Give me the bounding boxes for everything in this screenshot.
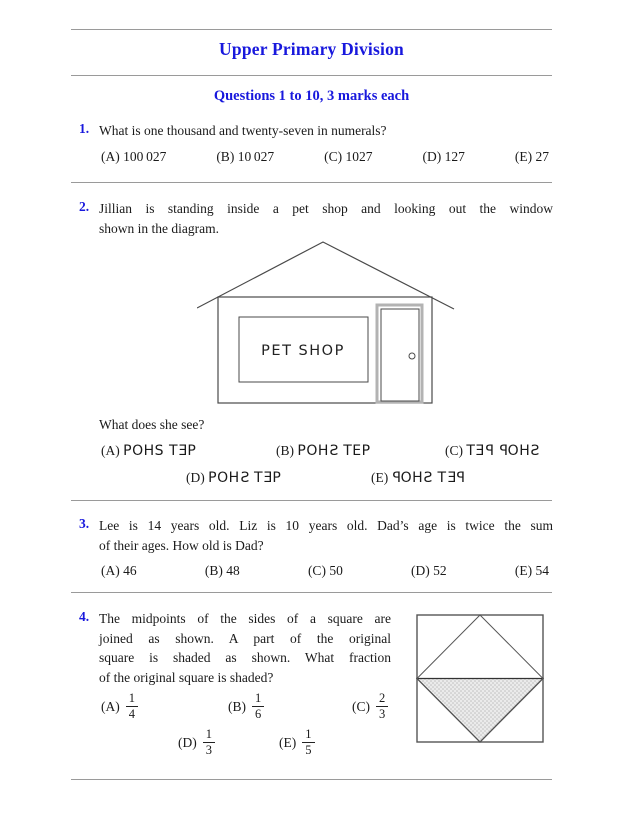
option	[422, 149, 464, 165]
page-title: Upper Primary Division	[219, 39, 404, 59]
door	[381, 309, 419, 401]
options-row	[0, 691, 628, 727]
section-heading: Questions 1 to 10, 3 marks each	[213, 88, 410, 104]
fraction-denominator: 5	[305, 743, 312, 757]
divider-rule	[71, 182, 552, 183]
option	[371, 470, 465, 486]
option	[101, 563, 137, 579]
option-label: (A)	[101, 149, 120, 164]
option-value: 100 027	[123, 149, 167, 164]
fraction-numerator: 1	[203, 727, 215, 743]
option-value: 1027	[345, 149, 373, 164]
mirrored-text: POHS TEP	[123, 443, 197, 459]
question-line: The midpoints of the sides of a square are	[99, 611, 391, 626]
question-prompt: What does she see?	[99, 417, 205, 432]
divider-rule	[71, 75, 552, 76]
option	[445, 443, 540, 459]
mirrored-text: POHS TEP	[297, 443, 371, 459]
option	[101, 149, 166, 165]
option-label: (D)	[411, 563, 430, 578]
option-label: (E)	[514, 149, 533, 164]
question-text	[99, 516, 553, 555]
option	[352, 691, 388, 722]
option	[515, 563, 549, 579]
option-label: (D)	[178, 734, 197, 750]
fraction-denominator: 3	[379, 707, 386, 721]
fraction-denominator: 6	[255, 707, 262, 721]
option-label: (B)	[276, 443, 294, 458]
fraction-denominator: 3	[205, 743, 212, 757]
option-value: 54	[535, 563, 549, 578]
option	[101, 443, 196, 459]
option	[186, 470, 281, 486]
option-value: 48	[226, 563, 240, 578]
pet-shop-diagram	[197, 239, 457, 409]
option-label: (C)	[352, 698, 370, 714]
fraction-numerator: 1	[126, 691, 138, 707]
options-row	[0, 443, 628, 463]
question-number: 2.	[79, 199, 90, 214]
question-line: joined as shown. A part of the original	[99, 630, 391, 646]
option-label: (B)	[228, 698, 246, 714]
option-label: (B)	[216, 149, 235, 164]
option-label: (C)	[307, 563, 326, 578]
option	[515, 149, 549, 165]
fraction-numerator: 1	[252, 691, 264, 707]
option	[276, 443, 371, 459]
option-value: 50	[329, 563, 343, 578]
question-line: Lee is 14 years old. Liz is 10 years old. Dad’s age is twice the sum	[99, 518, 553, 533]
option	[279, 727, 315, 758]
option-label: (D)	[422, 149, 442, 164]
fraction-numerator: 2	[376, 691, 388, 707]
option-label: (E)	[514, 563, 533, 578]
mirrored-text: POHS TEP	[208, 470, 282, 486]
fraction	[302, 727, 314, 758]
mirrored-text: POHS TEP	[391, 470, 465, 486]
options-row	[101, 149, 549, 165]
question-line: shown in the diagram.	[99, 220, 219, 236]
option-value: 127	[444, 149, 465, 164]
question-line: of the original square is shaded?	[99, 669, 274, 685]
door-knob	[409, 353, 415, 359]
option-value: 52	[433, 563, 447, 578]
option	[324, 149, 372, 165]
question-line: What is one thousand and twenty-seven in numerals?	[99, 123, 387, 138]
option-label: (A)	[101, 443, 120, 458]
question-line: of their ages. How old is Dad?	[99, 537, 264, 553]
option	[411, 563, 447, 579]
question-text	[99, 121, 553, 141]
fraction	[203, 727, 215, 758]
question-line: square is shaded as shown. What fraction	[99, 650, 391, 665]
option	[178, 727, 215, 758]
divider-rule	[71, 779, 552, 780]
divider-rule	[71, 592, 552, 593]
door-frame	[377, 305, 422, 402]
pet-shop-sign: PET SHOP	[261, 343, 345, 359]
option-value: 27	[535, 149, 549, 164]
fraction	[376, 691, 388, 722]
question-text	[99, 199, 553, 238]
options-row	[0, 470, 628, 490]
option	[101, 691, 138, 722]
fraction-denominator: 4	[128, 707, 135, 721]
question-number: 3.	[79, 516, 90, 531]
options-row	[101, 563, 549, 579]
question-text	[99, 609, 391, 687]
mirrored-text: TEP POHS	[466, 443, 540, 459]
options-row	[0, 727, 628, 763]
option	[228, 691, 264, 722]
option-label: (A)	[101, 563, 120, 578]
fraction	[252, 691, 264, 722]
question-number: 1.	[79, 121, 90, 136]
question-line: Jillian is standing inside a pet shop and looking out the window	[99, 201, 553, 216]
option	[308, 563, 343, 579]
option	[205, 563, 240, 579]
option-value: 10 027	[237, 149, 275, 164]
option-value: 46	[123, 563, 137, 578]
option	[216, 149, 274, 165]
fraction	[126, 691, 138, 722]
option-label: (E)	[371, 470, 389, 485]
option-label: (B)	[204, 563, 223, 578]
option-label: (C)	[324, 149, 343, 164]
fraction-numerator: 1	[302, 727, 314, 743]
question-number: 4.	[79, 609, 90, 624]
divider-rule	[71, 500, 552, 501]
option-label: (D)	[186, 470, 205, 485]
option-label: (E)	[279, 734, 297, 750]
divider-rule	[71, 29, 552, 30]
option-label: (A)	[101, 698, 120, 714]
house-roof	[197, 242, 454, 309]
option-label: (C)	[445, 443, 463, 458]
